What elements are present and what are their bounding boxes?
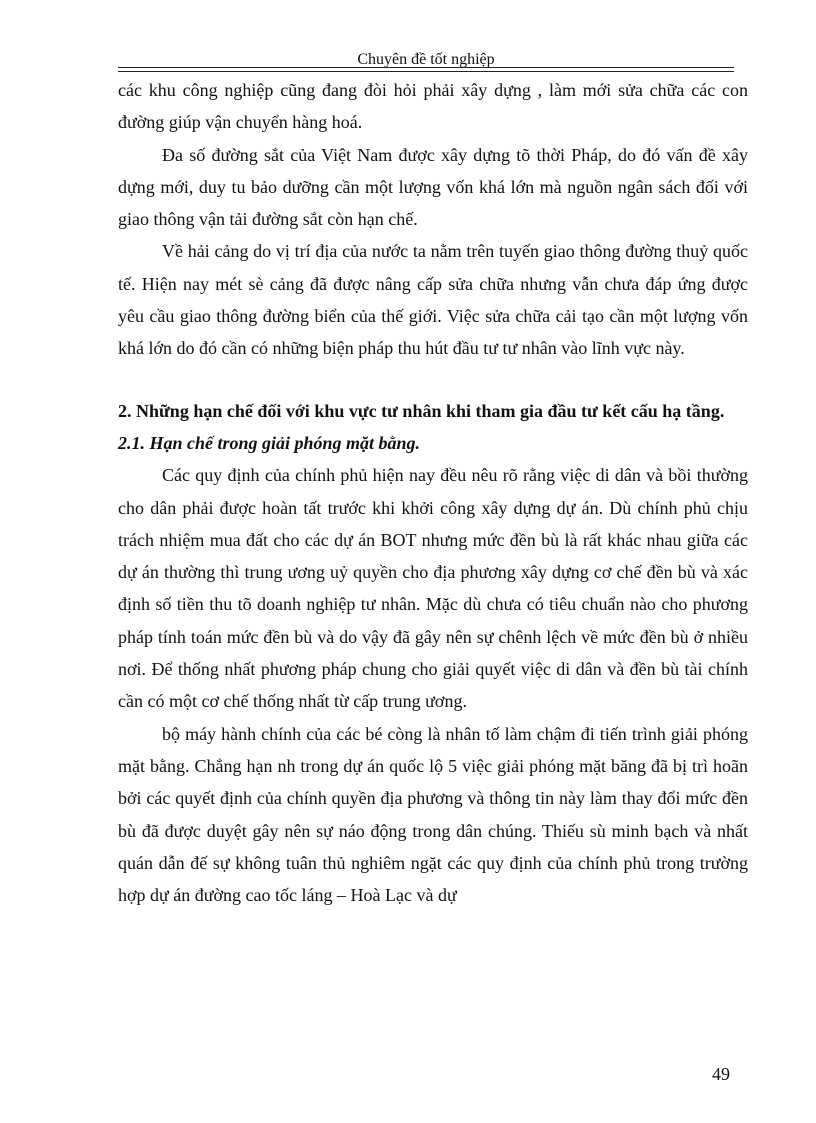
- header-rule-top: [118, 67, 734, 68]
- paragraph-text-part-2: trong dự án quốc lộ 5 việc giải phóng mặt băng đã bị trì hoãn bởi các quyết định của chính quyền địa phương và thông tin này làm thay đổi mức đền bù đã được duyệt gây nên sự náo động trong dân chúng. Thiếu sù minh bạch và nhất quán dẫn đế sự không tuân thủ nghiêm ngặt các quy định của chính phủ trong trường hợp dự án đường cao tốc láng – Hoà Lạc và dự: [118, 755, 748, 906]
- paragraph-text-part-1: bộ máy hành chính của các bé còng là nhân tố làm chậm đi tiến trình giải phóng mặt bằng. Chẳng hạn: [118, 723, 748, 776]
- page-number: 49: [712, 1064, 730, 1084]
- page-header: Chuyên đề tốt nghiệp: [357, 51, 495, 68]
- paragraph-railways: Đa số đường sắt của Việt Nam được xây dựng tõ thời Pháp, do đó vấn đề xây dựng mới, duy tu bảo dưỡng cần một lượng vốn khá lớn mà nguồn ngân sách đối với giao thông vận tải đường sắt còn hạn chế.: [118, 144, 748, 230]
- subsection-heading: 2.1. Hạn chế trong giải phóng mặt bằng.: [118, 432, 421, 453]
- section-heading: 2. Những hạn chế đối với khu vực tư nhân khi tham gia đầu tư kết cấu hạ tầng.: [118, 400, 725, 421]
- inline-note: nh: [277, 755, 296, 776]
- paragraph-seaports: Về hải cảng do vị trí địa của nước ta nằm trên tuyến giao thông đường thuỷ quốc tế. Hiện nay mét sè cảng đã được nâng cấp sửa chữa nhưng vẫn chưa đáp ứng được yêu cầu giao thông đường biển của thế giới. Việc sửa chữa cải tạo cần một lượng vốn khá lớn do đó cần có những biện pháp thu hút đầu tư tư nhân vào lĩnh vực này.: [118, 241, 748, 359]
- paragraph-regulations: Các quy định của chính phủ hiện nay đều nêu rõ rằng việc di dân và bồi thường cho dân phải được hoàn tất trước khi khởi công xây dựng dự án. Dù chính phủ chịu trách nhiệm mua đất cho các dự án BOT nhưng mức đền bù là rất khác nhau giữa các dự án thường thì trung ương uỷ quyền cho địa phương xây dựng cơ chế đền bù và xác định số tiền thu tõ doanh nghiệp tư nhân. Mặc dù chưa có tiêu chuẩn nào cho phương pháp tính toán mức đền bù và do vậy đã gây nên sự chênh lệch về mức đền bù ở nhiều nơi. Để thống nhất phương pháp chung cho giải quyết việc di dân và đền bù tài chính cần có một cơ chế thống nhất từ cấp trung ương.: [118, 465, 748, 712]
- section-gap: [118, 365, 748, 395]
- paragraph-administration: [118, 718, 748, 912]
- header-rule-bottom: [118, 71, 734, 72]
- document-body: [118, 74, 748, 911]
- paragraph-continuation: các khu công nghiệp cũng đang đòi hỏi phải xây dựng , làm mới sửa chữa các con đường giúp vận chuyển hàng hoá.: [118, 80, 748, 133]
